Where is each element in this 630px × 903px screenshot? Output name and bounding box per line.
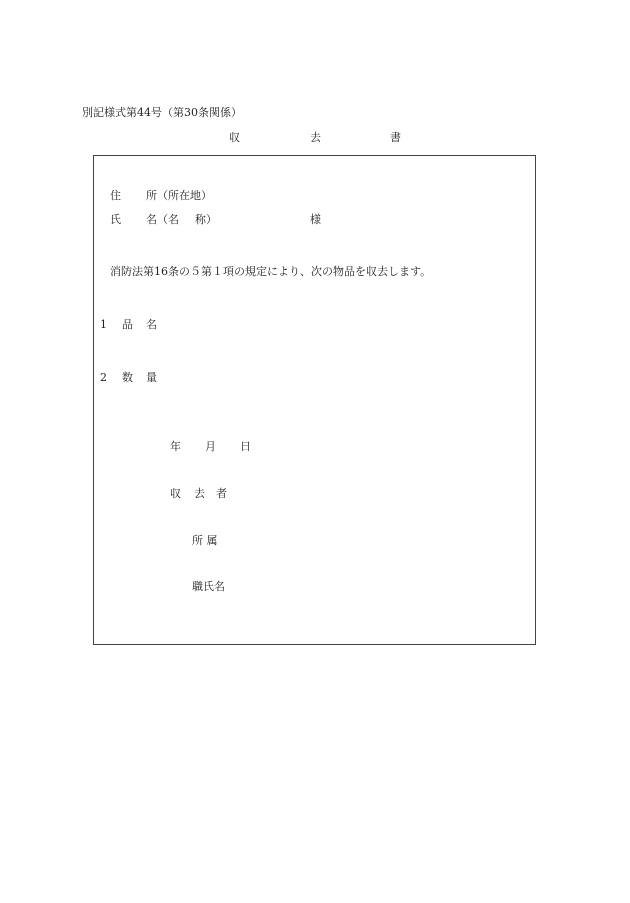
title-char-1: 収 xyxy=(229,131,240,144)
title-char-2: 去 xyxy=(310,131,321,144)
affiliation-label: 所 属 xyxy=(192,534,218,547)
collector-char-2: 去 xyxy=(194,487,205,500)
name-label-b: 名（名 xyxy=(146,213,179,226)
official-name-label: 職氏名 xyxy=(192,580,225,593)
item-number: 1 xyxy=(100,318,107,331)
name-label-c: 称） xyxy=(195,213,217,226)
collector-char-1: 収 xyxy=(170,487,181,500)
collector-char-3: 者 xyxy=(216,487,227,500)
name-label-a: 氏 xyxy=(110,213,121,226)
title-char-3: 書 xyxy=(390,131,401,144)
date-year-label: 年 xyxy=(170,440,181,453)
item-number: 2 xyxy=(100,371,107,384)
item-label-b: 量 xyxy=(146,371,157,384)
item-label-a: 数 xyxy=(122,371,133,384)
form-border xyxy=(93,155,536,645)
honorific-sama: 様 xyxy=(310,213,321,226)
item-label-a: 品 xyxy=(122,318,133,331)
address-label-a: 住 xyxy=(110,189,121,202)
form-number: 別記様式第44号（第30条関係） xyxy=(82,106,242,119)
date-day-label: 日 xyxy=(240,440,251,453)
body-statement: 消防法第16条の５第１項の規定により、次の物品を収去します。 xyxy=(110,265,432,278)
date-month-label: 月 xyxy=(205,440,216,453)
address-label-b: 所（所在地） xyxy=(146,189,212,202)
item-label-b: 名 xyxy=(146,318,157,331)
